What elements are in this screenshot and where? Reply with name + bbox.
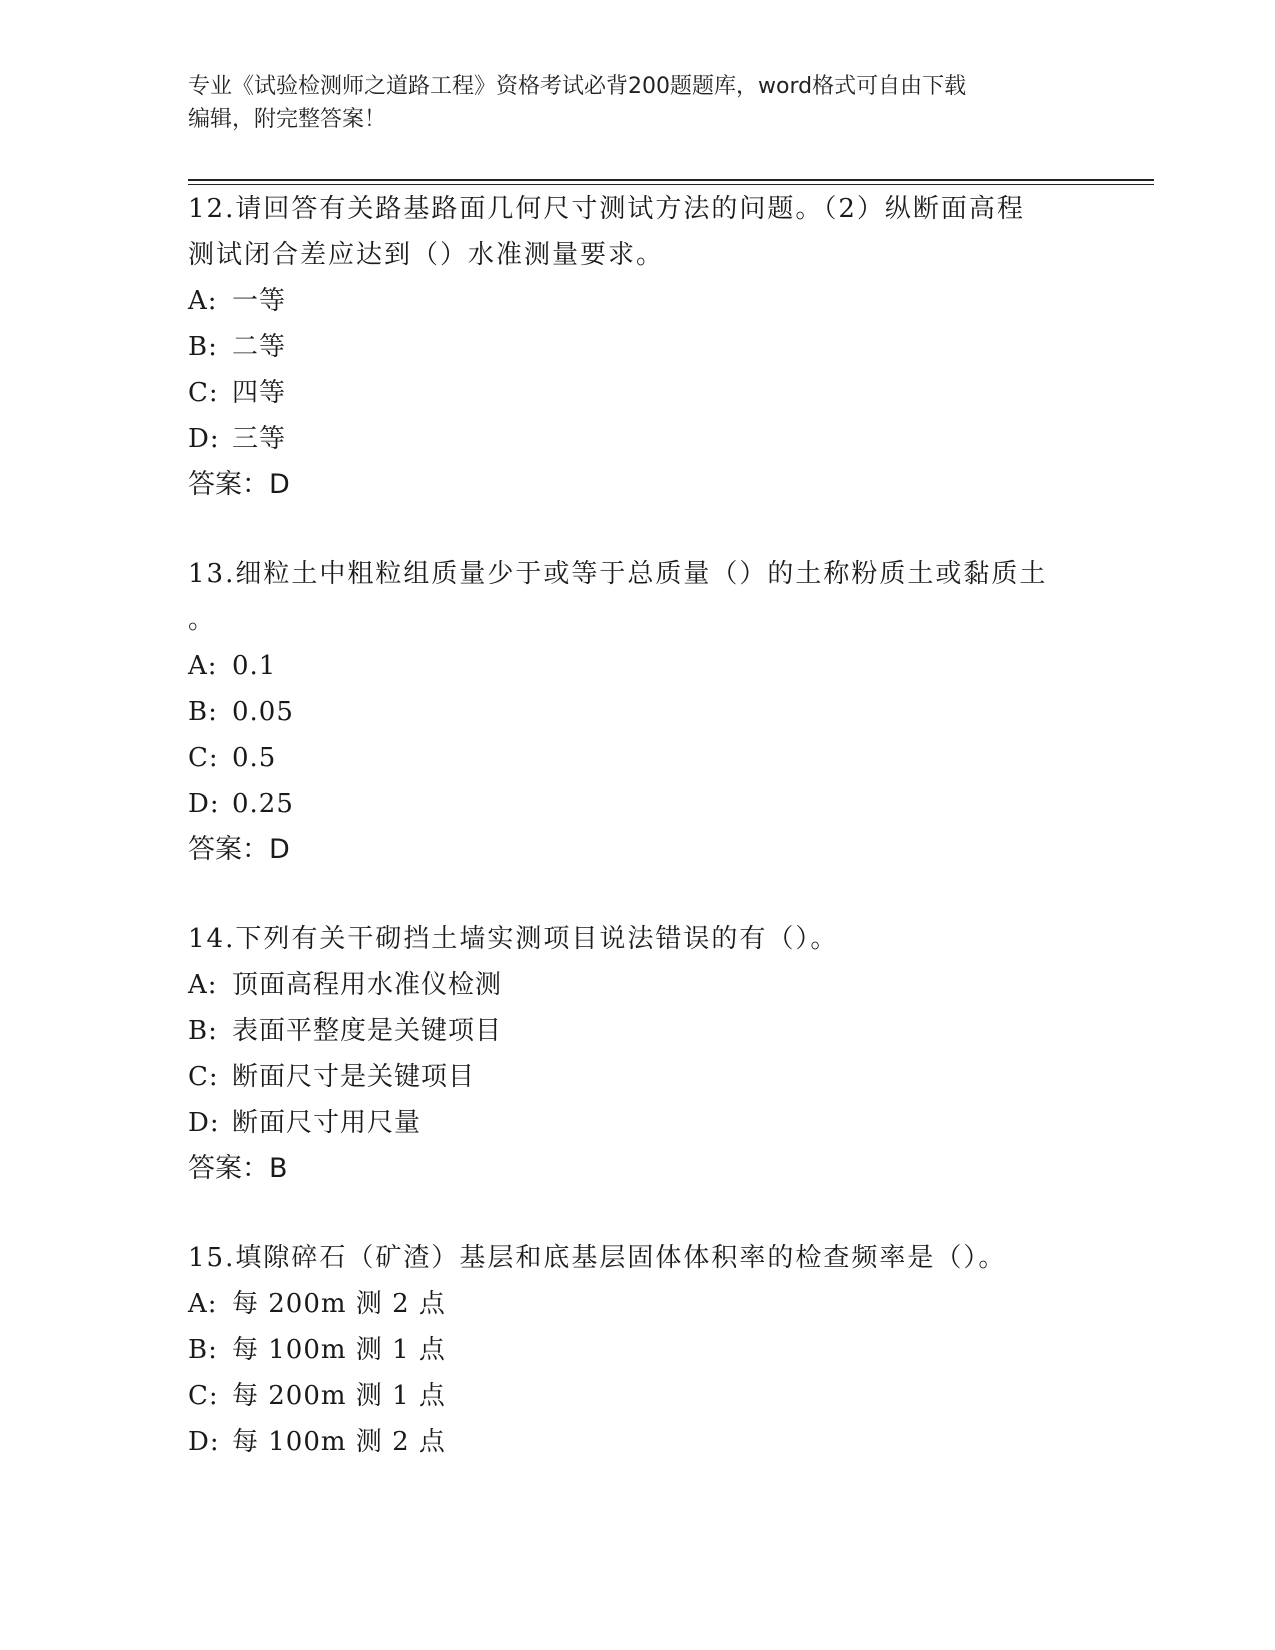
option-d (188, 1419, 1088, 1465)
option-text: 0.5 (232, 743, 277, 773)
option-key: D: (188, 1427, 220, 1457)
answer-line: 答案：B (188, 1153, 288, 1184)
document-header (188, 70, 1088, 136)
header-line-2: 编辑，附完整答案！ (188, 107, 387, 132)
option-text: 0.1 (232, 651, 277, 681)
option-key: D: (188, 424, 220, 454)
question-item (188, 551, 1088, 873)
option-key: D: (188, 789, 220, 819)
option-key: A: (188, 286, 218, 316)
option-text: 每 100m 测 1 点 (232, 1335, 446, 1365)
stem-line: 12.请回答有关路基路面几何尺寸测试方法的问题。（2）纵断面高程 (188, 194, 1025, 224)
option-key: B: (188, 332, 218, 362)
option-key: B: (188, 1335, 218, 1365)
option-text: 一等 (232, 286, 287, 316)
header-line-1: 专业《试验检测师之道路工程》资格考试必背200题题库，word格式可自由下载 (188, 74, 967, 99)
option-b (188, 689, 1088, 735)
option-key: B: (188, 1016, 218, 1046)
option-text: 断面尺寸用尺量 (232, 1108, 422, 1138)
stem-line: 测试闭合差应达到（）水准测量要求。 (188, 240, 665, 270)
option-key: C: (188, 378, 219, 408)
option-text: 0.05 (232, 697, 294, 727)
option-text: 断面尺寸是关键项目 (232, 1062, 476, 1092)
option-key: A: (188, 651, 218, 681)
option-b (188, 1327, 1088, 1373)
option-key: C: (188, 1062, 219, 1092)
option-a (188, 1281, 1088, 1327)
option-d (188, 416, 1088, 462)
option-a (188, 278, 1088, 324)
option-b (188, 1008, 1088, 1054)
option-c (188, 1373, 1088, 1419)
stem-line: 14.下列有关干砌挡土墙实测项目说法错误的有（）。 (188, 924, 839, 954)
option-key: A: (188, 970, 218, 1000)
question-stem (188, 186, 1088, 278)
option-c (188, 735, 1088, 781)
question-stem (188, 551, 1088, 643)
option-key: C: (188, 1381, 219, 1411)
answer-line: 答案：D (188, 469, 290, 500)
option-d (188, 781, 1088, 827)
option-text: 四等 (232, 378, 287, 408)
option-c (188, 1054, 1088, 1100)
option-text: 三等 (232, 424, 287, 454)
option-key: B: (188, 697, 218, 727)
option-d (188, 1100, 1088, 1146)
question-item (188, 186, 1088, 508)
option-a (188, 962, 1088, 1008)
option-text: 每 200m 测 2 点 (232, 1289, 446, 1319)
question-stem (188, 916, 1088, 962)
header-divider-thick (188, 179, 1154, 181)
question-stem (188, 1235, 1088, 1281)
option-text: 每 200m 测 1 点 (232, 1381, 446, 1411)
stem-line: 15.填隙碎石（矿渣）基层和底基层固体体积率的检查频率是（）。 (188, 1243, 1007, 1273)
option-text: 顶面高程用水准仪检测 (232, 970, 503, 1000)
question-item (188, 916, 1088, 1192)
header-divider-thin (188, 184, 1154, 185)
option-key: D: (188, 1108, 220, 1138)
option-text: 二等 (232, 332, 287, 362)
answer-line: 答案：D (188, 834, 290, 865)
stem-line: 。 (188, 605, 217, 635)
option-b (188, 324, 1088, 370)
option-c (188, 370, 1088, 416)
option-text: 表面平整度是关键项目 (232, 1016, 503, 1046)
stem-line: 13.细粒土中粗粒组质量少于或等于总质量（）的土称粉质土或黏质土 (188, 559, 1048, 589)
option-key: C: (188, 743, 219, 773)
option-key: A: (188, 1289, 218, 1319)
option-a (188, 643, 1088, 689)
question-item (188, 1235, 1088, 1465)
option-text: 每 100m 测 2 点 (232, 1427, 446, 1457)
option-text: 0.25 (232, 789, 294, 819)
question-list (188, 186, 1088, 1508)
